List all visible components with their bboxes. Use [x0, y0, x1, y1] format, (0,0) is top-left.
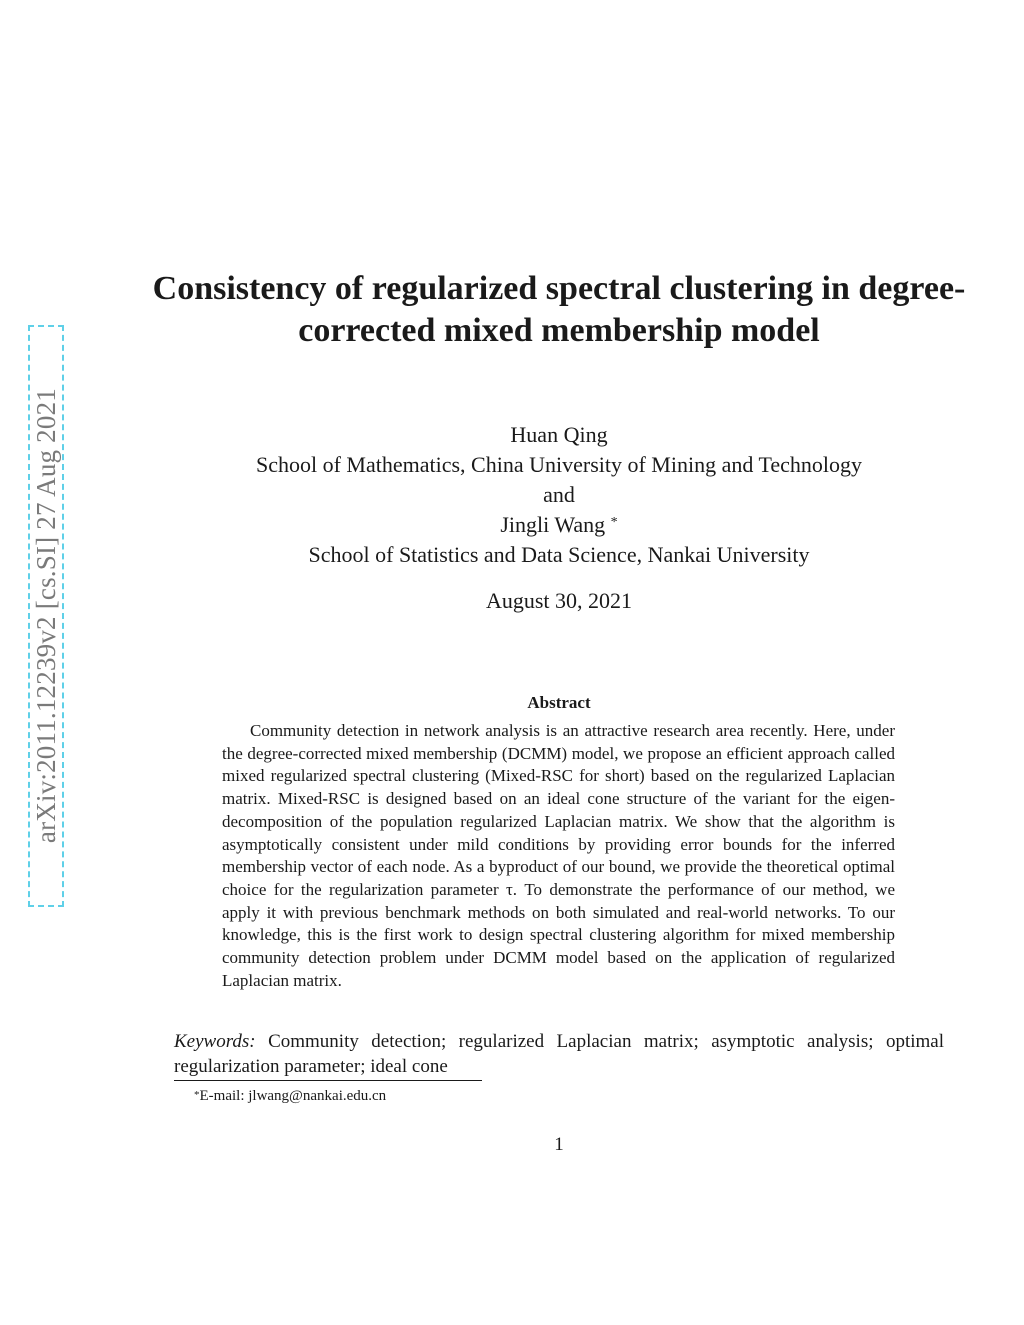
- author-line-2: [150, 510, 968, 540]
- keywords-text: Community detection; regularized Laplacian matrix; asymptotic analysis; optimal regularization parameter; ideal cone: [174, 1031, 945, 1077]
- keywords-line: [174, 1029, 944, 1079]
- abstract-heading: Abstract: [527, 693, 591, 712]
- footnote-divider: [174, 1080, 482, 1081]
- author-name-2: Jingli Wang: [500, 512, 606, 537]
- footnote-email: E-mail: jlwang@nankai.edu.cn: [199, 1088, 387, 1104]
- footnote-mark: *: [194, 1089, 200, 1101]
- arxiv-identifier: arXiv:2011.12239v2 [cs.SI] 27 Aug 2021: [30, 388, 61, 844]
- author-name-1: Huan Qing: [510, 422, 608, 447]
- paper-date: August 30, 2021: [485, 588, 633, 613]
- author-conjunction: and: [543, 482, 575, 507]
- author-block: [150, 420, 968, 570]
- footnote: [194, 1086, 386, 1106]
- author-affiliation-1: School of Mathematics, China University of Mining and Technology: [255, 452, 863, 477]
- footnote-marker: *: [610, 515, 618, 530]
- paper-title: Consistency of regularized spectral clustering in degree-corrected mixed membership model: [152, 270, 966, 349]
- arxiv-side-stamp: [28, 325, 64, 907]
- page-number: 1: [554, 1134, 564, 1155]
- author-affiliation-2: School of Statistics and Data Science, Nankai University: [308, 542, 810, 567]
- keywords-label: Keywords:: [174, 1031, 256, 1052]
- abstract-text: Community detection in network analysis is an attractive research area recently. Here, under the degree-corrected mixed membership (DCMM) model, we propose an efficient approach called mixed regularized spectral clustering (Mixed-RSC for short) based on the regularized Laplacian matrix. Mixed-RSC is designed based on an ideal cone structure of the variant for the eigen-decomposition of the population regularized Laplacian matrix. We show that the algorithm is asymptotically consistent under mild conditions by providing error bounds for the inferred membership vector of each node. As a byproduct of our bound, we provide the theoretical optimal choice for the regularization parameter τ. To demonstrate the performance of our method, we apply it with previous benchmark methods on both simulated and real-world networks. To our knowledge, this is the first work to design spectral clustering algorithm for mixed membership community detection problem under DCMM model based on the application of regularized Laplacian matrix.: [222, 721, 895, 990]
